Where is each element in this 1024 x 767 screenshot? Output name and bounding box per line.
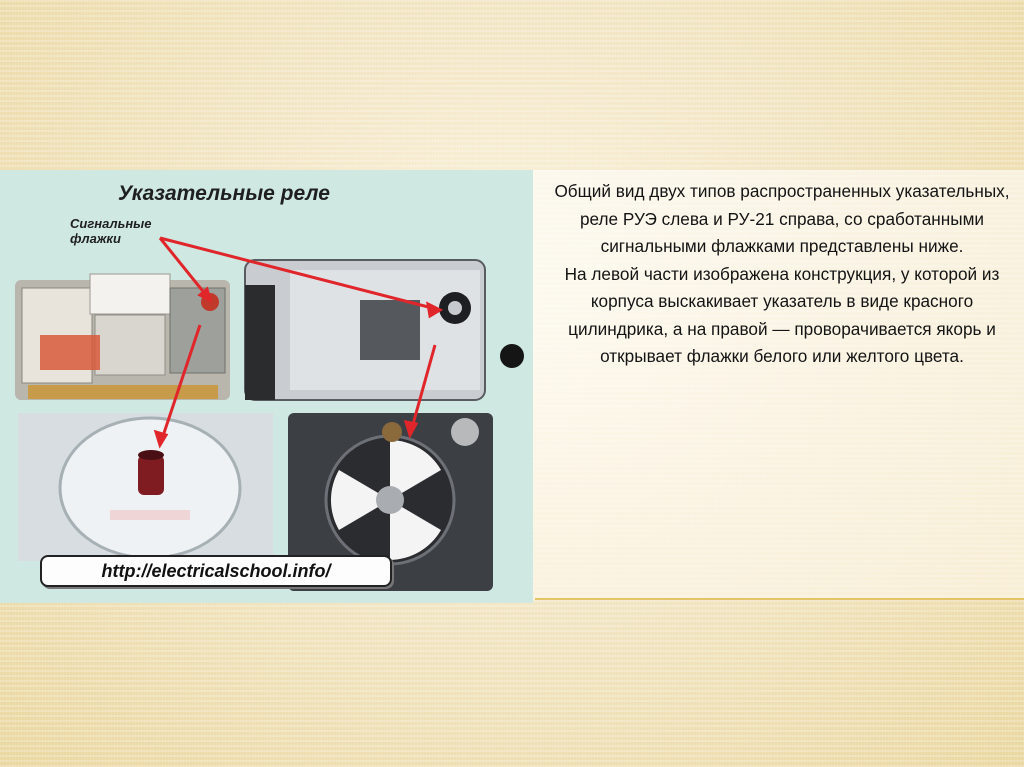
red-cylinder-indicator-photo bbox=[18, 413, 273, 561]
ru21-relay-photo bbox=[245, 260, 524, 400]
caption-paragraph-1: Общий вид двух типов распространенных указательных, реле РУЭ слева и РУ-21 справа, со сработанными сигнальными флажками представлены ниже. bbox=[554, 181, 1010, 256]
slide-caption bbox=[552, 178, 1012, 371]
source-url: http://electricalschool.info/ bbox=[40, 555, 392, 587]
figure-title: Указательные реле bbox=[118, 182, 330, 205]
figure-subtitle: Сигнальные флажки bbox=[70, 216, 152, 246]
rue-relay-photo bbox=[15, 274, 230, 400]
relay-figure bbox=[0, 170, 533, 603]
caption-paragraph-2: На левой части изображена конструкция, у которой из корпуса выскакивает указатель в виде красного цилиндрика, а на правой — проворачивается якорь и открывает флажки белого или желтого цвета. bbox=[564, 263, 1000, 366]
accent-divider bbox=[535, 598, 1024, 600]
